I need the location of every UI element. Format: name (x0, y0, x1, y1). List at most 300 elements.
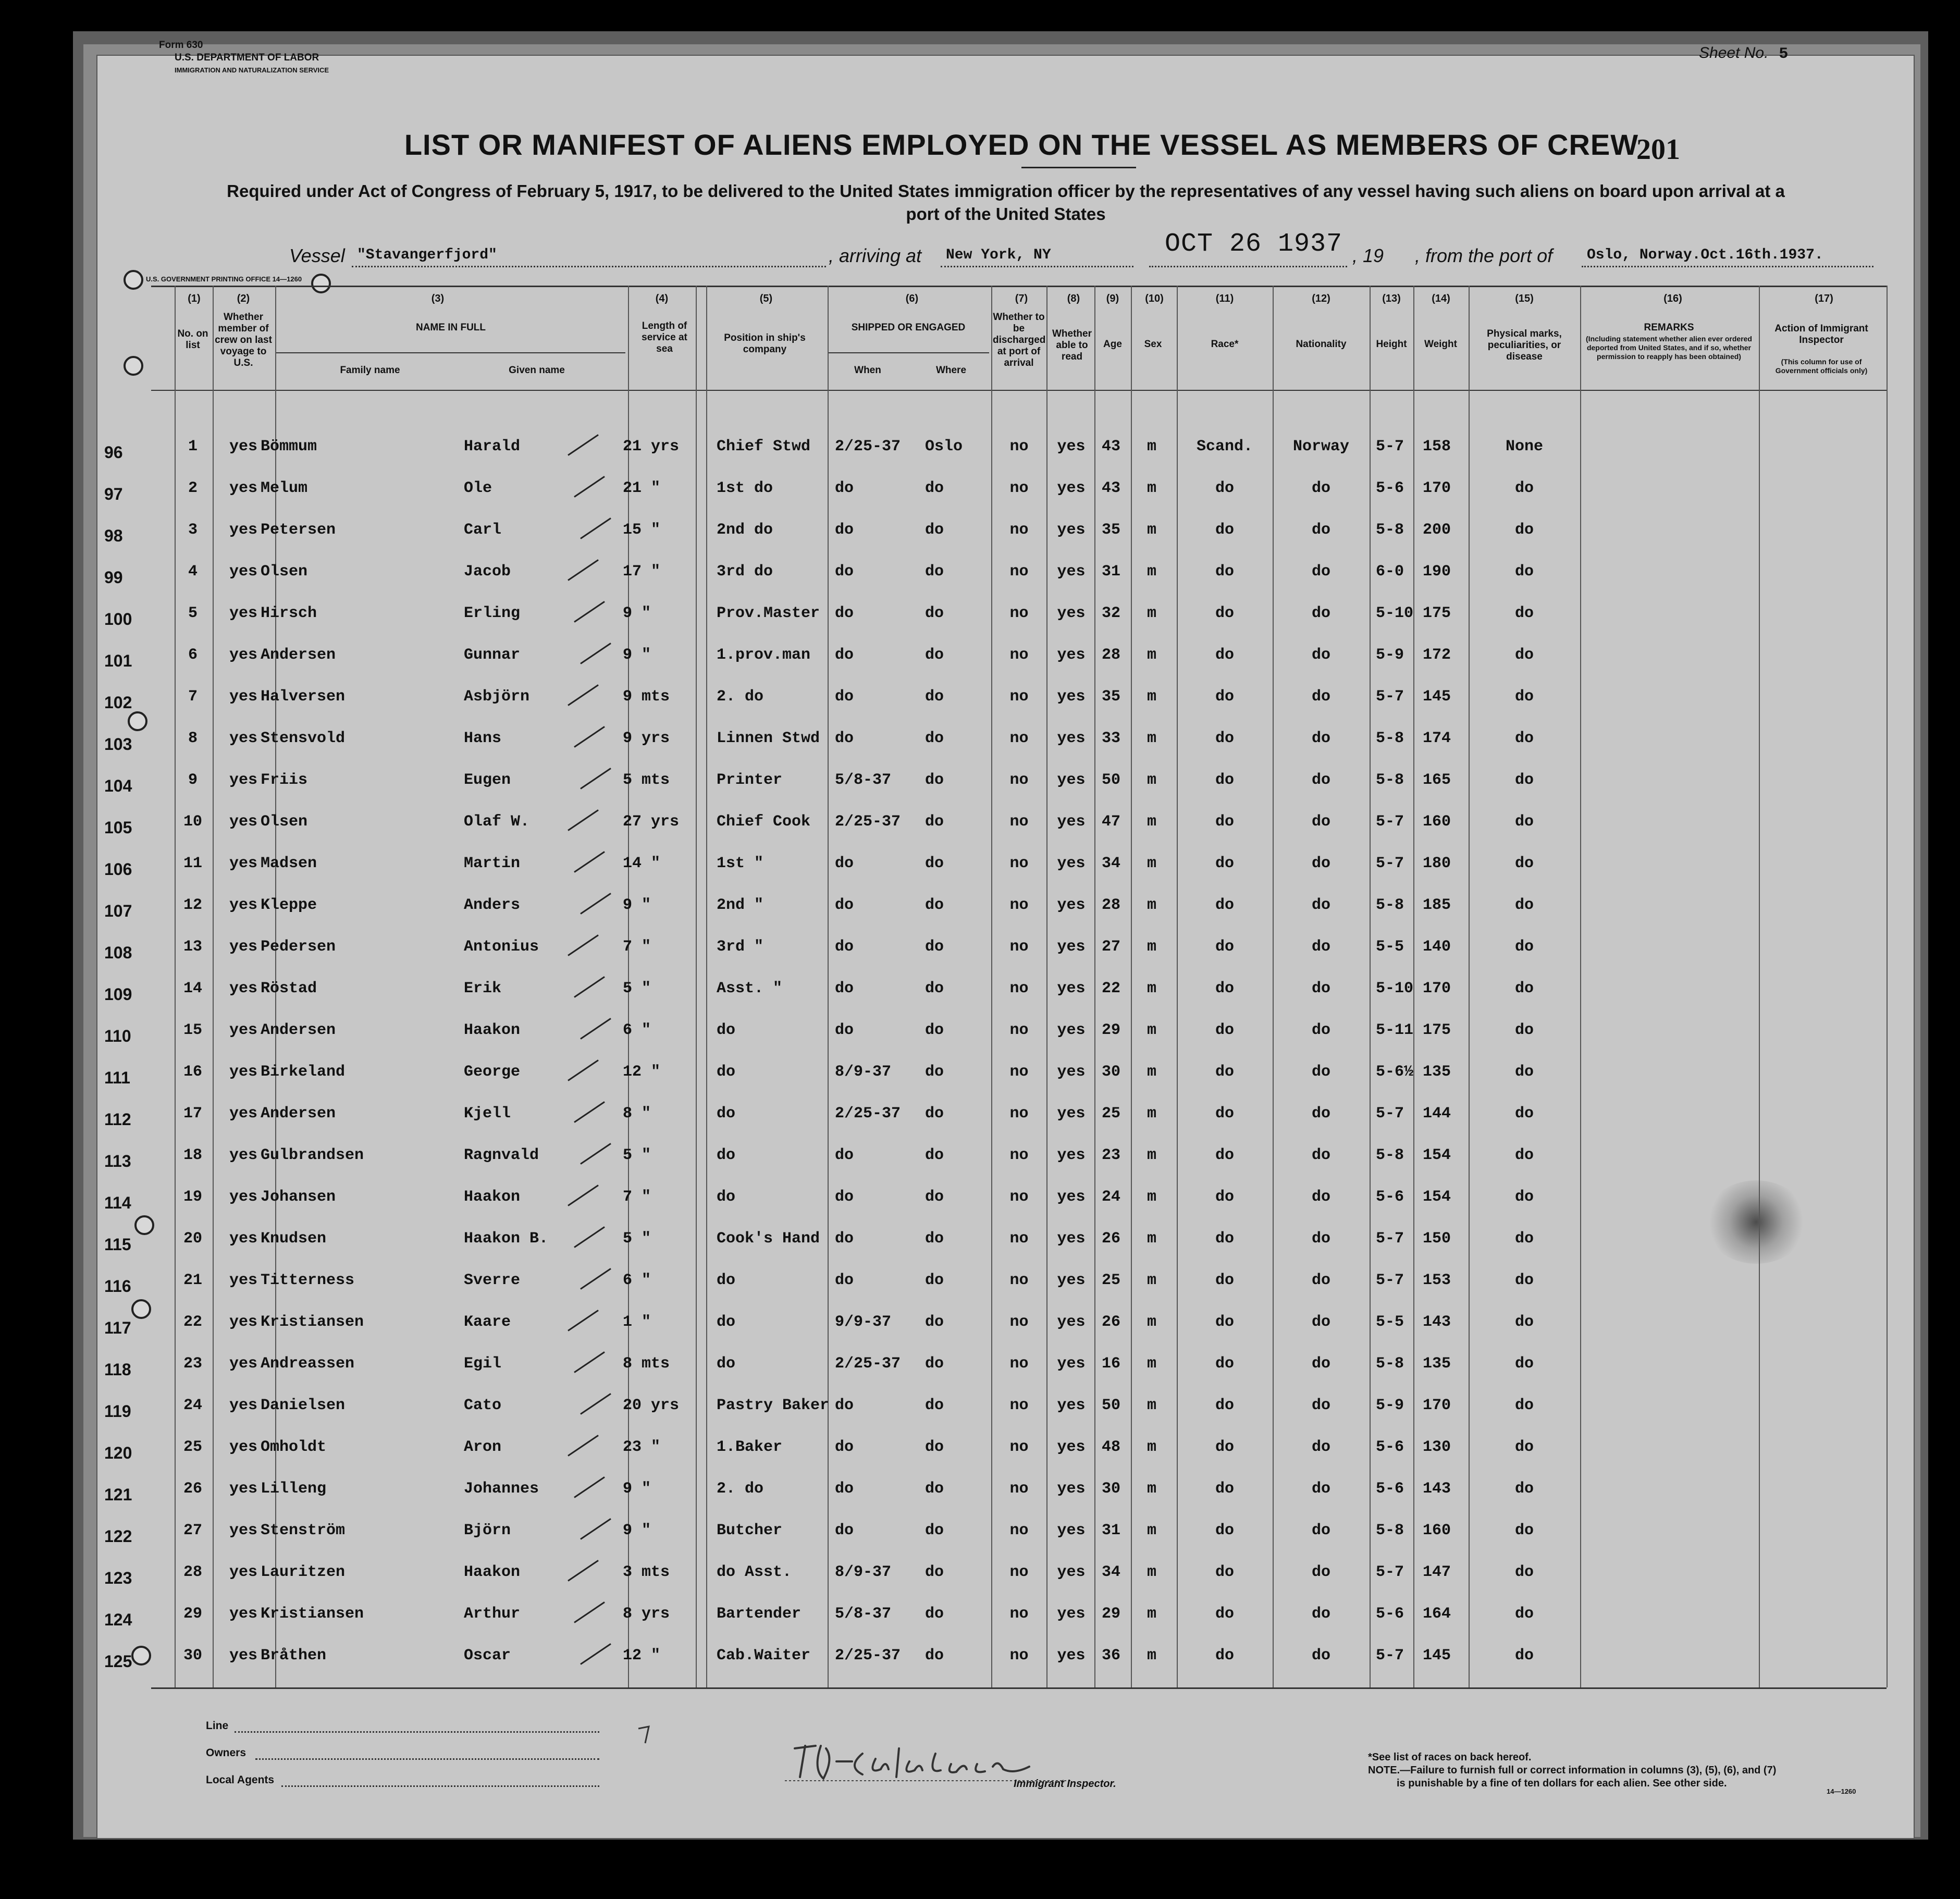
service-length-cell: 21 " (623, 479, 661, 497)
position-cell: Pastry Baker (717, 1397, 830, 1414)
discharged-cell: no (1009, 1355, 1029, 1373)
from-port-label: , from the port of (1415, 245, 1553, 266)
weight-cell: 160 (1423, 1522, 1451, 1539)
list-number-cell: 17 (183, 1105, 202, 1123)
height-cell: 5-7 (1376, 855, 1404, 872)
age-cell: 43 (1101, 479, 1120, 497)
family-name-cell: Hirsch (261, 605, 317, 622)
list-number-cell: 24 (183, 1397, 202, 1414)
weight-cell: 164 (1423, 1605, 1451, 1623)
shipped-when-cell: do (835, 1272, 854, 1289)
given-name-cell: Jacob (464, 563, 511, 581)
punch-hole (124, 270, 143, 290)
family-name-cell: Knudsen (261, 1230, 327, 1248)
ledger-number: 104 (104, 776, 132, 795)
header-remarks-note: (Including statement whether alien ever ordered deported from United States, and if so, whether permission to reapply has been obtained) (1586, 335, 1752, 361)
shipped-when-cell: 5/8-37 (835, 1605, 892, 1623)
physical-marks-cell: do (1514, 605, 1534, 622)
ledger-number: 96 (104, 443, 123, 462)
age-cell: 36 (1101, 1647, 1120, 1664)
race-cell: do (1215, 938, 1234, 956)
column-rule (1177, 286, 1178, 1687)
height-cell: 5-7 (1376, 1647, 1404, 1664)
weight-cell: 170 (1423, 479, 1451, 497)
service-name: IMMIGRATION AND NATURALIZATION SERVICE (175, 66, 329, 74)
given-name-cell: Antonius (464, 938, 539, 956)
header-weight: Weight (1424, 339, 1457, 350)
family-name-cell: Bömmum (261, 438, 317, 455)
shipped-where-cell: do (925, 1438, 944, 1456)
column-number: (9) (1106, 293, 1119, 304)
discharged-cell: no (1009, 730, 1029, 747)
race-cell: do (1215, 1647, 1234, 1664)
last-voyage-cell: yes (229, 479, 257, 497)
shipped-when-cell: do (835, 1230, 854, 1248)
table-bottom-rule (151, 1687, 1887, 1689)
position-cell: Cook's Hand (717, 1230, 820, 1248)
nationality-cell: do (1311, 521, 1330, 539)
age-cell: 26 (1101, 1230, 1120, 1248)
list-number-cell: 29 (183, 1605, 202, 1623)
discharged-cell: no (1009, 980, 1029, 997)
discharged-cell: no (1009, 938, 1029, 956)
service-length-cell: 21 yrs (623, 438, 680, 455)
age-cell: 22 (1101, 980, 1120, 997)
sex-cell: m (1147, 1272, 1156, 1289)
shipped-when-cell: do (835, 980, 854, 997)
race-cell: do (1215, 980, 1234, 997)
form-identifier (81, 39, 329, 77)
service-length-cell: 9 " (623, 1522, 651, 1539)
physical-marks-cell: do (1514, 1188, 1534, 1206)
race-cell: do (1215, 730, 1234, 747)
date-line (1149, 245, 1347, 267)
punch-hole (131, 1299, 151, 1319)
shipped-where-cell: do (925, 938, 944, 956)
weight-cell: 200 (1423, 521, 1451, 539)
ledger-number: 102 (104, 693, 132, 712)
last-voyage-cell: yes (229, 938, 257, 956)
family-name-cell: Lauritzen (261, 1563, 346, 1581)
sex-cell: m (1147, 1313, 1156, 1331)
shipped-when-cell: do (835, 938, 854, 956)
physical-marks-cell: do (1514, 1563, 1534, 1581)
ledger-number: 115 (104, 1235, 131, 1254)
column-rule (1759, 286, 1760, 1687)
height-cell: 5-8 (1376, 1522, 1404, 1539)
shipped-where-cell: do (925, 1146, 944, 1164)
from-port: Oslo, Norway.Oct.16th.1937. (1587, 247, 1823, 263)
inspector-label: Immigrant Inspector. (1014, 1778, 1116, 1790)
shipped-where-cell: do (925, 1063, 944, 1081)
last-voyage-cell: yes (229, 1480, 257, 1498)
height-cell: 5-6 (1376, 1438, 1404, 1456)
family-name-cell: Birkeland (261, 1063, 346, 1081)
shipped-where-cell: do (925, 896, 944, 914)
able-to-read-cell: yes (1057, 438, 1086, 455)
weight-cell: 180 (1423, 855, 1451, 872)
shipped-where-cell: do (925, 605, 944, 622)
age-cell: 50 (1101, 771, 1120, 789)
list-number-cell: 27 (183, 1522, 202, 1539)
age-cell: 25 (1101, 1105, 1120, 1123)
discharged-cell: no (1009, 1272, 1029, 1289)
given-name-cell: Sverre (464, 1272, 521, 1289)
shipped-where-cell: Oslo (925, 438, 963, 455)
shipped-where-cell: do (925, 730, 944, 747)
physical-marks-cell: do (1514, 980, 1534, 997)
nationality-cell: Norway (1292, 438, 1350, 455)
shipped-when-cell: do (835, 1438, 854, 1456)
position-cell: Cab.Waiter (717, 1647, 811, 1664)
shipped-where-cell: do (925, 1647, 944, 1664)
vessel-name-line (352, 245, 826, 267)
ledger-number: 107 (104, 902, 132, 920)
physical-marks-cell: do (1514, 1063, 1534, 1081)
race-cell: do (1215, 1355, 1234, 1373)
shipped-when-cell: do (835, 1522, 854, 1539)
column-rule (175, 286, 176, 1687)
list-number-cell: 18 (183, 1146, 202, 1164)
position-cell: do (717, 1188, 736, 1206)
list-number-cell: 11 (183, 855, 202, 872)
position-cell: 2nd " (717, 896, 764, 914)
form-number: Form 630 (159, 40, 203, 51)
sex-cell: m (1147, 605, 1156, 622)
nationality-cell: do (1311, 1522, 1330, 1539)
sex-cell: m (1147, 1063, 1156, 1081)
shipped-when-cell: 2/25-37 (835, 1647, 901, 1664)
discharged-cell: no (1009, 1105, 1029, 1123)
list-number-cell: 30 (183, 1647, 202, 1664)
nationality-cell: do (1311, 855, 1330, 872)
height-cell: 5-7 (1376, 813, 1404, 831)
nationality-cell: do (1311, 688, 1330, 706)
able-to-read-cell: yes (1057, 730, 1086, 747)
last-voyage-cell: yes (229, 1522, 257, 1539)
position-cell: 2. do (717, 1480, 764, 1498)
shipped-when-cell: 2/25-37 (835, 813, 901, 831)
physical-marks-cell: do (1514, 730, 1534, 747)
header-inspector-note: (This column for use of Government officials only) (1775, 357, 1868, 375)
race-cell: do (1215, 1188, 1234, 1206)
age-cell: 29 (1101, 1021, 1120, 1039)
sex-cell: m (1147, 813, 1156, 831)
race-cell: do (1215, 1563, 1234, 1581)
list-number-cell: 5 (188, 605, 198, 622)
family-name-cell: Andreassen (261, 1355, 355, 1373)
arriving-port-line (941, 245, 1133, 267)
header-race: Race* (1211, 339, 1239, 350)
height-cell: 5-8 (1376, 1355, 1404, 1373)
position-cell: Linnen Stwd (717, 730, 820, 747)
header-length-of-service: Length of service at sea (642, 320, 687, 354)
age-cell: 50 (1101, 1397, 1120, 1414)
last-voyage-cell: yes (229, 1230, 257, 1248)
given-name-cell: Anders (464, 896, 521, 914)
able-to-read-cell: yes (1057, 605, 1086, 622)
height-cell: 5-6 (1376, 1188, 1404, 1206)
last-voyage-cell: yes (229, 605, 257, 622)
age-cell: 27 (1101, 938, 1120, 956)
able-to-read-cell: yes (1057, 1063, 1086, 1081)
nationality-cell: do (1311, 1438, 1330, 1456)
position-cell: Prov.Master (717, 605, 820, 622)
position-cell: Printer (717, 771, 783, 789)
given-name-cell: Gunnar (464, 646, 521, 664)
column-number: (7) (1015, 293, 1028, 304)
year-label: , 19 (1352, 245, 1384, 266)
able-to-read-cell: yes (1057, 855, 1086, 872)
list-number-cell: 20 (183, 1230, 202, 1248)
height-cell: 5-9 (1376, 646, 1404, 664)
able-to-read-cell: yes (1057, 646, 1086, 664)
able-to-read-cell: yes (1057, 479, 1086, 497)
service-length-cell: 23 " (623, 1438, 661, 1456)
last-voyage-cell: yes (229, 1021, 257, 1039)
nationality-cell: do (1311, 646, 1330, 664)
position-cell: 3rd do (717, 563, 773, 581)
given-name-cell: Haakon B. (464, 1230, 549, 1248)
family-name-cell: Danielsen (261, 1397, 346, 1414)
weight-cell: 172 (1423, 646, 1451, 664)
list-number-cell: 22 (183, 1313, 202, 1331)
service-length-cell: 9 " (623, 1480, 651, 1498)
punch-hole (134, 1215, 154, 1235)
given-name-cell: Eugen (464, 771, 511, 789)
header-height: Height (1376, 339, 1407, 350)
shipped-where-cell: do (925, 855, 944, 872)
owners-field (255, 1747, 599, 1760)
able-to-read-cell: yes (1057, 521, 1086, 539)
weight-cell: 145 (1423, 1647, 1451, 1664)
height-cell: 5-7 (1376, 1105, 1404, 1123)
age-cell: 34 (1101, 855, 1120, 872)
nationality-cell: do (1311, 563, 1330, 581)
discharged-cell: no (1009, 771, 1029, 789)
age-cell: 24 (1101, 1188, 1120, 1206)
ledger-number: 101 (104, 651, 132, 670)
race-cell: do (1215, 896, 1234, 914)
position-cell: 1st do (717, 479, 773, 497)
given-name-cell: Erik (464, 980, 502, 997)
column-rule (1469, 286, 1470, 1687)
weight-cell: 145 (1423, 688, 1451, 706)
age-cell: 35 (1101, 688, 1120, 706)
shipped-when-cell: do (835, 1397, 854, 1414)
list-number-cell: 10 (183, 813, 202, 831)
last-voyage-cell: yes (229, 688, 257, 706)
nationality-cell: do (1311, 730, 1330, 747)
column-rule (1580, 286, 1581, 1687)
physical-marks-cell: do (1514, 521, 1534, 539)
column-number: (15) (1515, 293, 1534, 304)
service-length-cell: 9 " (623, 605, 651, 622)
ledger-number: 97 (104, 485, 123, 503)
last-voyage-cell: yes (229, 980, 257, 997)
height-cell: 5-8 (1376, 896, 1404, 914)
height-cell: 5-5 (1376, 1313, 1404, 1331)
shipped-where-cell: do (925, 1480, 944, 1498)
family-name-cell: Röstad (261, 980, 317, 997)
discharged-cell: no (1009, 521, 1029, 539)
ledger-number: 116 (104, 1277, 131, 1296)
physical-marks-cell: do (1514, 1272, 1534, 1289)
race-cell: Scand. (1196, 438, 1253, 455)
last-voyage-cell: yes (229, 438, 257, 455)
list-number-cell: 3 (188, 521, 198, 539)
age-cell: 30 (1101, 1063, 1120, 1081)
able-to-read-cell: yes (1057, 1230, 1086, 1248)
given-name-cell: Björn (464, 1522, 511, 1539)
weight-cell: 147 (1423, 1563, 1451, 1581)
height-cell: 5-7 (1376, 688, 1404, 706)
race-cell: do (1215, 1605, 1234, 1623)
age-cell: 43 (1101, 438, 1120, 455)
race-cell: do (1215, 771, 1234, 789)
sex-cell: m (1147, 1355, 1156, 1373)
able-to-read-cell: yes (1057, 1146, 1086, 1164)
family-name-cell: Andersen (261, 1021, 336, 1039)
race-cell: do (1215, 1021, 1234, 1039)
family-name-cell: Petersen (261, 521, 336, 539)
ledger-number: 106 (104, 860, 132, 879)
shipped-header-rule (828, 352, 989, 353)
list-number-cell: 8 (188, 730, 198, 747)
column-number: (16) (1663, 293, 1682, 304)
able-to-read-cell: yes (1057, 771, 1086, 789)
last-voyage-cell: yes (229, 1438, 257, 1456)
race-cell: do (1215, 1063, 1234, 1081)
physical-marks-cell: do (1514, 688, 1534, 706)
position-cell: do Asst. (717, 1563, 792, 1581)
shipped-when-cell: do (835, 730, 854, 747)
shipped-where-cell: do (925, 646, 944, 664)
punch-hole (128, 711, 147, 731)
ledger-number: 122 (104, 1527, 132, 1546)
able-to-read-cell: yes (1057, 1021, 1086, 1039)
list-number-cell: 26 (183, 1480, 202, 1498)
race-cell: do (1215, 1397, 1234, 1414)
sex-cell: m (1147, 688, 1156, 706)
service-length-cell: 9 mts (623, 688, 670, 706)
discharged-cell: no (1009, 646, 1029, 664)
nationality-cell: do (1311, 896, 1330, 914)
weight-cell: 185 (1423, 896, 1451, 914)
discharged-cell: no (1009, 688, 1029, 706)
family-name-cell: Andersen (261, 646, 336, 664)
height-cell: 5-8 (1376, 1146, 1404, 1164)
races-note: *See list of races on back hereof. (1368, 1752, 1532, 1763)
discharged-cell: no (1009, 1438, 1029, 1456)
column-rule (1887, 286, 1888, 1687)
ledger-number: 125 (104, 1652, 132, 1671)
weight-cell: 158 (1423, 438, 1451, 455)
weight-cell: 170 (1423, 980, 1451, 997)
race-cell: do (1215, 479, 1234, 497)
list-number-cell: 6 (188, 646, 198, 664)
page-number: 201 (1636, 133, 1680, 166)
column-number: (10) (1145, 293, 1164, 304)
sex-cell: m (1147, 1146, 1156, 1164)
height-cell: 5-9 (1376, 1397, 1404, 1414)
ledger-number: 112 (104, 1110, 131, 1129)
nationality-cell: do (1311, 1605, 1330, 1623)
column-number: (12) (1312, 293, 1330, 304)
header-position: Position in ship's company (724, 332, 806, 355)
list-number-cell: 14 (183, 980, 202, 997)
service-length-cell: 1 " (623, 1313, 651, 1331)
sex-cell: m (1147, 1647, 1156, 1664)
header-no-on-list: No. on list (177, 328, 208, 351)
position-cell: 2. do (717, 688, 764, 706)
physical-marks-cell: do (1514, 479, 1534, 497)
height-cell: 5-6 (1376, 479, 1404, 497)
given-name-cell: Ragnvald (464, 1146, 539, 1164)
column-number: (2) (237, 293, 250, 304)
column-rule (706, 286, 707, 1687)
able-to-read-cell: yes (1057, 980, 1086, 997)
family-name-cell: Madsen (261, 855, 317, 872)
service-length-cell: 8 mts (623, 1355, 670, 1373)
race-cell: do (1215, 1313, 1234, 1331)
shipped-where-cell: do (925, 1230, 944, 1248)
nationality-cell: do (1311, 1313, 1330, 1331)
family-name-cell: Pedersen (261, 938, 336, 956)
ledger-number: 105 (104, 818, 132, 837)
weight-cell: 153 (1423, 1272, 1451, 1289)
ledger-number: 110 (104, 1027, 131, 1045)
able-to-read-cell: yes (1057, 1313, 1086, 1331)
last-voyage-cell: yes (229, 855, 257, 872)
sex-cell: m (1147, 521, 1156, 539)
family-name-cell: Stensvold (261, 730, 346, 747)
sex-cell: m (1147, 855, 1156, 872)
given-name-cell: Johannes (464, 1480, 539, 1498)
able-to-read-cell: yes (1057, 1105, 1086, 1123)
nationality-cell: do (1311, 1480, 1330, 1498)
position-cell: Chief Cook (717, 813, 811, 831)
discharged-cell: no (1009, 1647, 1029, 1664)
list-number-cell: 28 (183, 1563, 202, 1581)
position-cell: 3rd " (717, 938, 764, 956)
last-voyage-cell: yes (229, 1313, 257, 1331)
able-to-read-cell: yes (1057, 1355, 1086, 1373)
initial-mark (636, 1722, 657, 1748)
position-cell: do (717, 1313, 736, 1331)
column-rule (991, 286, 992, 1687)
service-length-cell: 20 yrs (623, 1397, 680, 1414)
age-cell: 32 (1101, 605, 1120, 622)
physical-marks-cell: do (1514, 771, 1534, 789)
physical-marks-cell: do (1514, 1647, 1534, 1664)
physical-marks-cell: do (1514, 1397, 1534, 1414)
service-length-cell: 14 " (623, 855, 661, 872)
column-number: (13) (1382, 293, 1401, 304)
shipped-when-cell: do (835, 1480, 854, 1498)
footer-notes (1368, 1751, 1776, 1790)
ledger-number: 100 (104, 610, 132, 628)
physical-marks-cell: None (1505, 438, 1543, 455)
position-cell: Asst. " (717, 980, 783, 997)
sex-cell: m (1147, 1563, 1156, 1581)
ledger-number: 118 (104, 1360, 131, 1379)
given-name-cell: Oscar (464, 1647, 511, 1664)
shipped-when-cell: do (835, 1021, 854, 1039)
position-cell: Butcher (717, 1522, 783, 1539)
header-where: Where (935, 365, 967, 376)
age-cell: 16 (1101, 1355, 1120, 1373)
